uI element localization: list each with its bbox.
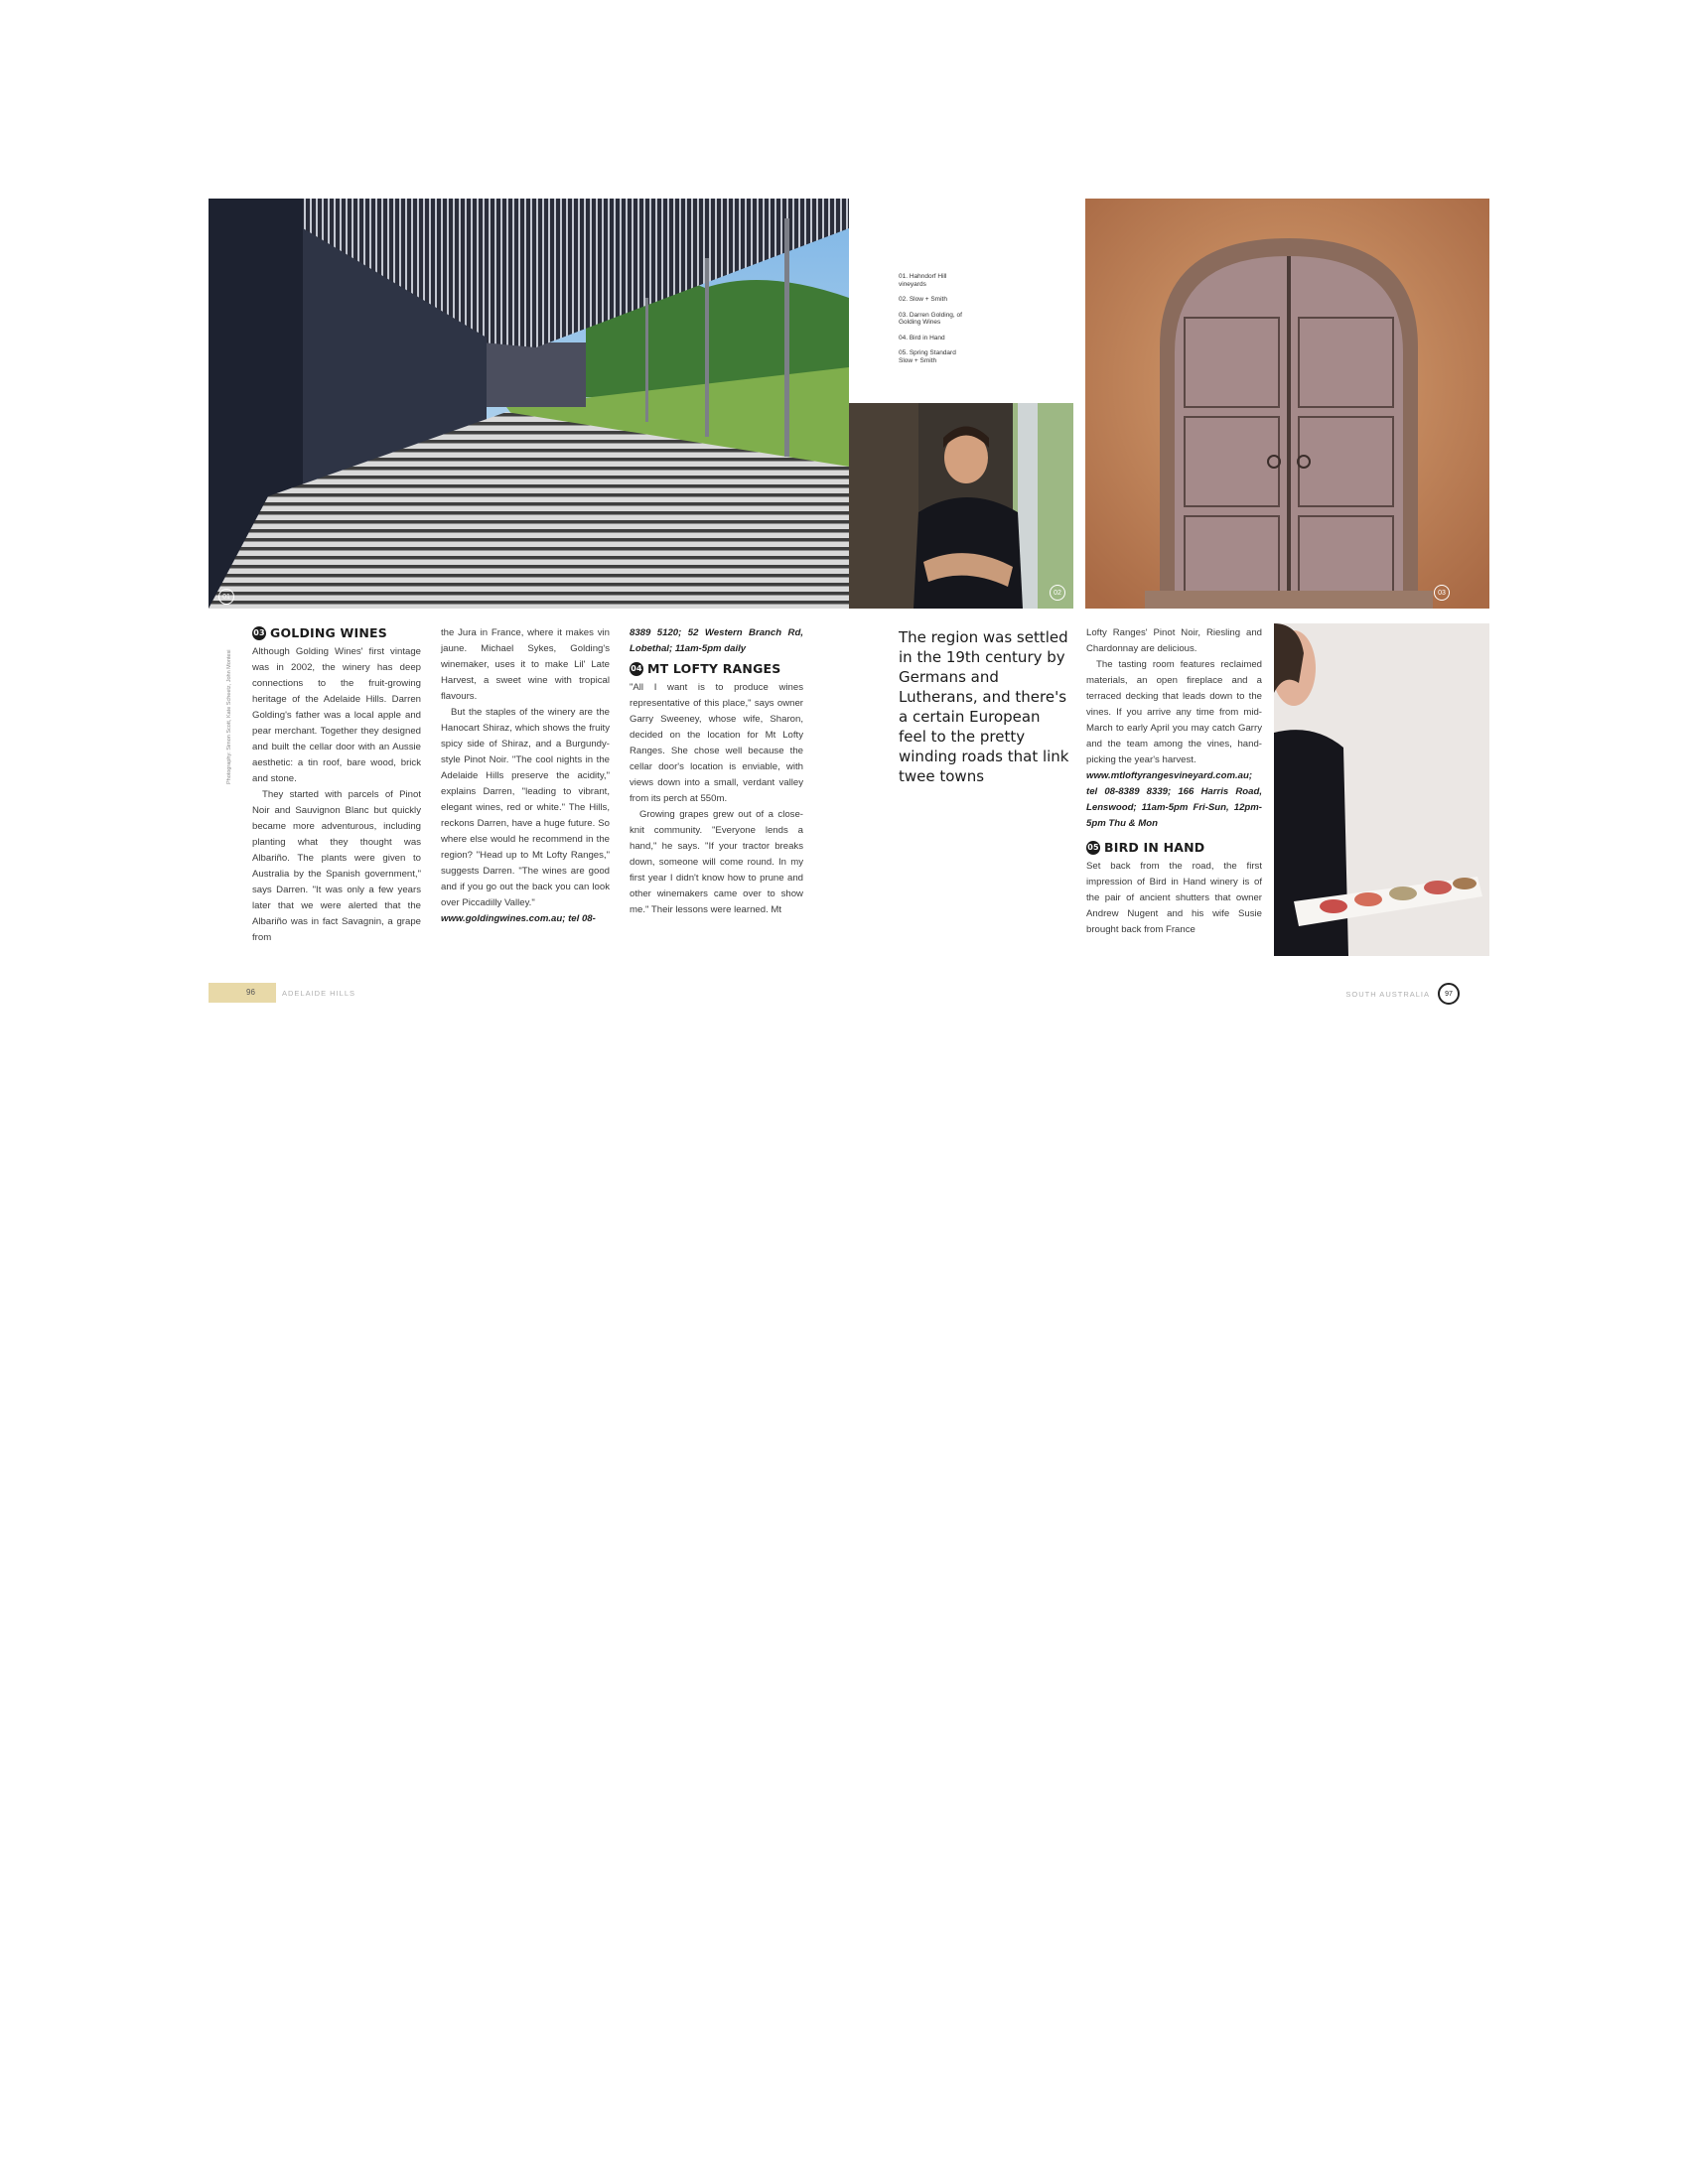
caption-4: 04. Bird in Hand: [899, 334, 945, 341]
photo-badge: 01: [218, 589, 234, 605]
body-paragraph: They started with parcels of Pinot Noir and Sauvignon Blanc but quickly became more adventurous, including planting what they thought was Albariño. The plants were given to Australia by the Spanish government," says Darren. "It was only a few years later that we were alerted that the Albariño was in fact Savagnin, a grape from: [252, 789, 421, 943]
pull-quote: The region was settled in the 19th century by Germans and Lutherans, and there's a certain European feel to the pretty winding roads that link twee towns: [899, 628, 1069, 785]
section-title: MT LOFTY RANGES: [647, 661, 781, 676]
photo-badge: 03: [1434, 585, 1450, 601]
section-number-badge: 03: [252, 626, 266, 640]
section-number-badge: 05: [1086, 841, 1100, 855]
section-title: GOLDING WINES: [270, 625, 387, 640]
section-heading-birdinhand: [1086, 840, 1262, 856]
caption-5: 05. Spring Standard Slow + Smith: [899, 349, 956, 364]
folio-right: [1345, 983, 1460, 1005]
body-paragraph: But the staples of the winery are the Hanocart Shiraz, which shows the fruity spicy side of Shiraz, and a Burgundy-style Pinot Noir. "The cool nights in the Adelaide Hills preserve the acidity," explains Darren, "leading to vibrant, elegant wines, red or white." The Hills, reckons Darren, have a huge future. So where else would he recommend in the region? "Head up to Mt Lofty Ranges," suggests Darren. "The wines are good and if you go out the back you can look over Piccadilly Valley.": [441, 707, 610, 908]
magazine-spread: [209, 199, 1489, 1008]
article-column-1: [252, 623, 421, 946]
caption-3: 03. Darren Golding, of Golding Wines: [899, 311, 962, 326]
section-number-badge: 04: [630, 662, 643, 676]
body-paragraph: Although Golding Wines' first vintage was in 2002, the winery has deep connections to the fruit-growing heritage of the Adelaide Hills. Darren Golding's father was a local apple and pear merchant. Together they designed and built the cellar door with an Aussie aesthetic: a tin roof, bare wood, brick and stone.: [252, 646, 421, 784]
arched-door-photo: [1085, 199, 1489, 609]
contact-info: www.goldingwines.com.au; tel 08-: [441, 913, 596, 924]
body-paragraph: Growing grapes grew out of a close-knit community. "Everyone lends a hand," he says. "If your tractor breaks down, someone will come round. In my first year I didn't know how to prune and other winemakers came over to show me." Their lessons were learned. Mt: [630, 809, 803, 915]
vineyard-pergola-photo: [209, 199, 849, 609]
caption-1: 01. Hahndorf Hill vineyards: [899, 273, 947, 288]
contact-info: 8389 5120; 52 Western Branch Rd, Lobethal; 11am-5pm daily: [630, 627, 803, 654]
caption-2: 02. Slow + Smith: [899, 296, 947, 303]
photo-credit: Photography: Simon Scott, Kate Scheetz, John Montesi: [226, 649, 232, 784]
article-column-2: [441, 625, 610, 927]
photo-captions: [899, 273, 1008, 372]
contact-info: www.mtloftyrangesvineyard.com.au; tel 08-8389 8339; 166 Harris Road, Lenswood; 11am-5pm Fri-Sun, 12pm-5pm Thu & Mon: [1086, 770, 1262, 829]
photo-badge: 02: [1050, 585, 1065, 601]
folio-color-bar: [209, 983, 276, 1003]
section-heading-golding: [252, 625, 421, 641]
body-paragraph: Lofty Ranges' Pinot Noir, Riesling and Chardonnay are delicious.: [1086, 627, 1262, 654]
article-column-4: [1086, 625, 1262, 938]
article-column-3: [630, 625, 803, 918]
body-paragraph: Set back from the road, the first impression of Bird in Hand winery is of the pair of ancient shutters that owner Andrew Nugent and his wife Susie brought back from France: [1086, 861, 1262, 935]
section-label-left: ADELAIDE HILLS: [282, 988, 356, 998]
section-heading-mtlofty: [630, 661, 803, 677]
folio-left: [209, 983, 355, 1003]
body-paragraph: The tasting room features reclaimed materials, an open fireplace and a terraced decking that leads down to the vines. If you arrive any time from mid-March to early April you may catch Garry and the team among the vines, hand-picking the year's harvest.: [1086, 659, 1262, 765]
winemaker-portrait-photo: [849, 403, 1073, 609]
body-paragraph: the Jura in France, where it makes vin jaune. Michael Sykes, Golding's winemaker, uses it to make Lil' Late Harvest, a sweet wine with tropical flavours.: [441, 627, 610, 702]
section-label-right: SOUTH AUSTRALIA: [1345, 989, 1430, 999]
page-number-right: 97: [1438, 983, 1460, 1005]
body-paragraph: "All I want is to produce wines representative of this place," says owner Garry Sweeney, whose wife, Sharon, decided on the location for Mt Lofty Ranges. She chose well because the cellar door's location is enviable, with views down into a small, verdant valley from its perch at 550m.: [630, 682, 803, 804]
section-title: BIRD IN HAND: [1104, 840, 1205, 855]
platter-photo: [1274, 623, 1489, 956]
page-number-left: 96: [246, 988, 255, 997]
